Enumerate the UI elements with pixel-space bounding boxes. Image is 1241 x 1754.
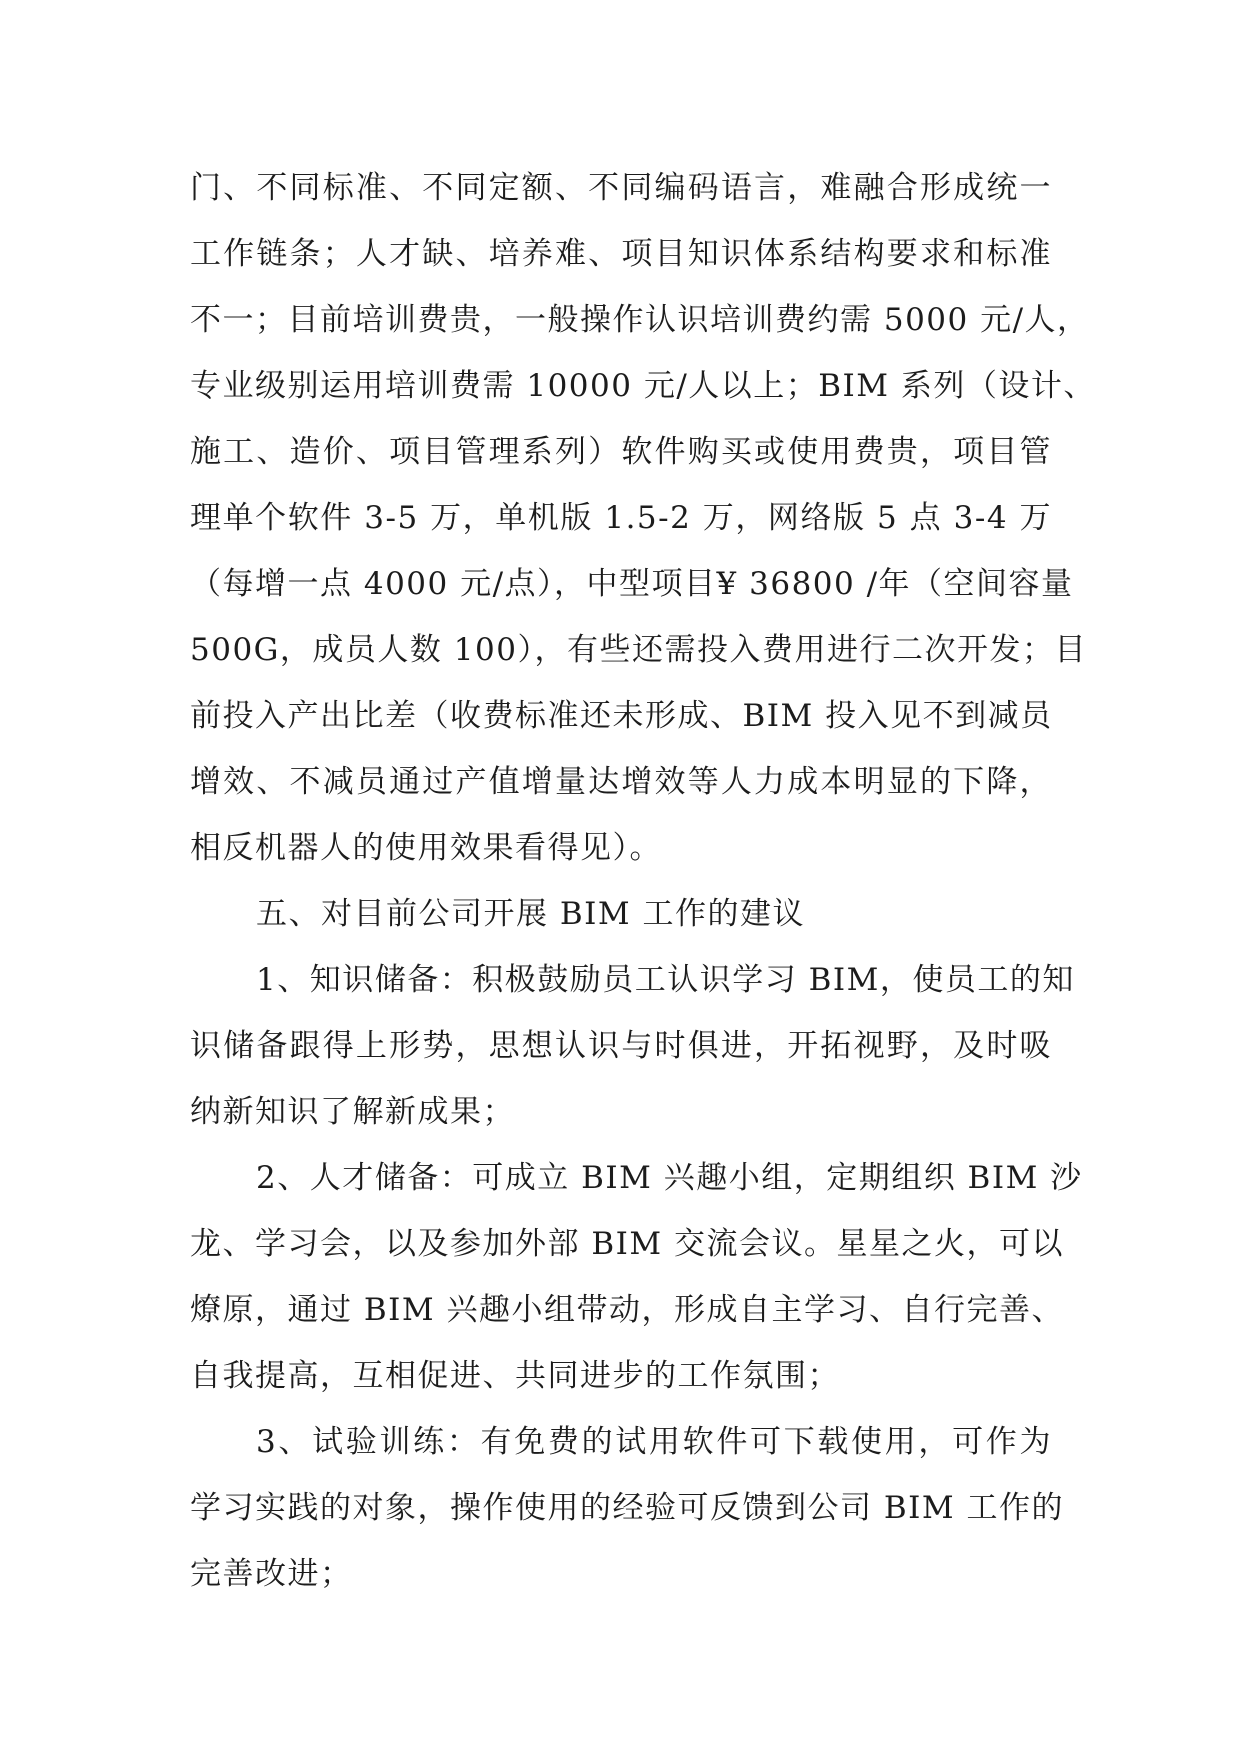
paragraph-talent-reserve: [190, 1145, 1083, 1409]
text-line: 相反机器人的使用效果看得见）。: [190, 830, 662, 866]
text-line: 施工、造价、项目管理系列）软件购买或使用费贵，项目管: [190, 434, 1052, 470]
text-line: 专业级别运用培训费需 10000 元/人以上；BIM 系列（设计、: [190, 368, 1096, 404]
text-line: 学习实践的对象，操作使用的经验可反馈到公司 BIM 工作的: [190, 1490, 1064, 1526]
paragraph-cost-issues: [190, 155, 1096, 881]
text-line: 理单个软件 3-5 万，单机版 1.5-2 万，网络版 5 点 3-4 万: [190, 500, 1052, 536]
text-line: 龙、学习会，以及参加外部 BIM 交流会议。星星之火，可以: [190, 1226, 1064, 1262]
text-line: （每增一点 4000 元/点），中型项目¥ 36800 /年（空间容量: [190, 566, 1074, 602]
text-line: 2、人才储备：可成立 BIM 兴趣小组，定期组织 BIM 沙: [256, 1160, 1083, 1196]
text-line: 门、不同标准、不同定额、不同编码语言，难融合形成统一: [190, 170, 1052, 206]
text-line: 增效、不减员通过产值增量达增效等人力成本明显的下降，: [190, 764, 1052, 800]
body-text: [190, 155, 1096, 1607]
text-line: 500G，成员人数 100），有些还需投入费用进行二次开发；目: [190, 632, 1087, 668]
text-line: 识储备跟得上形势，思想认识与时俱进，开拓视野，及时吸: [190, 1028, 1052, 1064]
text-line: 3、试验训练：有免费的试用软件可下载使用，可作为: [256, 1424, 1052, 1460]
paragraph-knowledge-reserve: [190, 947, 1075, 1145]
heading-line: 五、对目前公司开展 BIM 工作的建议: [256, 896, 805, 932]
text-line: 前投入产出比差（收费标准还未形成、BIM 投入见不到减员: [190, 698, 1053, 734]
text-line: 自我提高，互相促进、共同进步的工作氛围；: [190, 1358, 840, 1394]
text-line: 完善改进；: [190, 1556, 353, 1592]
text-line: 不一；目前培训费贵，一般操作认识培训费约需 5000 元/人，: [190, 302, 1090, 338]
text-line: 燎原，通过 BIM 兴趣小组带动，形成自主学习、自行完善、: [190, 1292, 1064, 1328]
text-line: 1、知识储备：积极鼓励员工认识学习 BIM，使员工的知: [256, 962, 1075, 998]
text-line: 纳新知识了解新成果；: [190, 1094, 515, 1130]
paragraph-trial-training: [190, 1409, 1064, 1607]
section-heading-five: [190, 881, 1052, 947]
text-line: 工作链条；人才缺、培养难、项目知识体系结构要求和标准: [190, 236, 1052, 272]
